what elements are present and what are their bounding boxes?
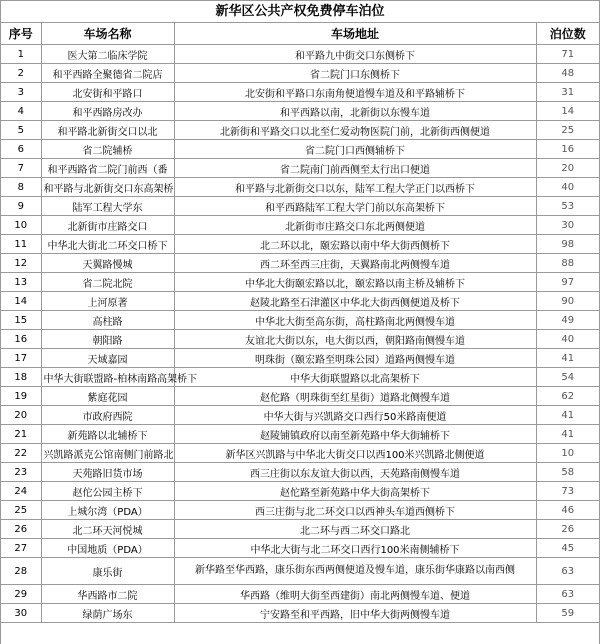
table-row [1,102,599,121]
row-number: 28 [1,558,41,585]
lot-address: 新华路至华西路，康乐街东西两侧便道及慢车道，康乐街华康路以南西侧 [174,558,536,585]
lot-address: 宁安路至和平西路，旧中华大街两侧慢车道 [174,604,536,623]
table-row [1,520,599,539]
lot-name: 北新街市庄路交口 [41,216,174,235]
row-number: 10 [1,216,41,235]
table-row [1,387,599,406]
row-number: 14 [1,292,41,311]
row-number: 2 [1,64,41,83]
lot-address: 华西路（维明大街至西建街）南北两侧慢车道、便道 [174,585,536,604]
table-row [1,140,599,159]
space-count: 41 [536,425,599,444]
lot-address: 中华大街联盟路以北高架桥下 [174,368,536,387]
lot-name: 上城尔湾（PDA） [41,501,174,520]
row-number: 24 [1,482,41,501]
lot-address: 西三庄街以东友谊大街以西，天苑路南侧慢车道 [174,463,536,482]
lot-name: 天苑路旧货市场 [41,463,174,482]
space-count: 71 [536,45,599,64]
lot-address: 中华北大街与北二环交口西行100米南侧辅桥下 [174,539,536,558]
row-number: 23 [1,463,41,482]
table-row [1,311,599,330]
lot-address: 中华北大街颐宏路以北，颐宏路以南主桥及辅桥下 [174,273,536,292]
table-row [1,83,599,102]
lot-name: 兴凯路派克公馆南侧门前路北 [41,444,174,463]
row-number: 11 [1,235,41,254]
lot-address: 省二院门口东侧桥下 [174,64,536,83]
lot-address: 和平西路以南，北新街以东慢车道 [174,102,536,121]
space-count: 97 [536,273,599,292]
lot-name: 康乐街 [41,558,174,585]
lot-address: 和平西路陆军工程大学门前以东高架桥下 [174,197,536,216]
table-row [1,121,599,140]
lot-name: 紫庭花园 [41,387,174,406]
table-row [1,216,599,235]
header-count: 泊位数 [536,23,599,45]
lot-name: 省二院辅桥 [41,140,174,159]
table-row [1,604,599,623]
row-number: 25 [1,501,41,520]
lot-address: 中华大街与兴凯路交口西行50米路南便道 [174,406,536,425]
lot-address: 和平路与北新街交口以东，陆军工程大学正门以西桥下 [174,178,536,197]
space-count: 73 [536,482,599,501]
lot-address: 西二环至西三庄街，天翼路南北两侧慢车道 [174,254,536,273]
lot-name: 中华北大街北二环交口桥下 [41,235,174,254]
table-row [1,235,599,254]
table-title: 新华区公共产权免费停车泊位 [1,0,599,23]
lot-address: 赵陵铺镇政府以南至新苑路中华大街辅桥下 [174,425,536,444]
table-row [1,254,599,273]
row-number: 6 [1,140,41,159]
space-count: 25 [536,121,599,140]
lot-name: 北安街和平路口 [41,83,174,102]
row-number: 16 [1,330,41,349]
lot-name: 赵佗公园主桥下 [41,482,174,501]
space-count: 45 [536,539,599,558]
row-number: 26 [1,520,41,539]
lot-name: 和平西路全聚德省二院店 [41,64,174,83]
table-row [1,292,599,311]
lot-name: 医大第二临床学院 [41,45,174,64]
table-row [1,178,599,197]
row-number: 4 [1,102,41,121]
table-row [1,368,599,387]
header-address: 车场地址 [174,23,536,45]
lot-address: 北安街和平路口东南角便道慢车道及和平路辅桥下 [174,83,536,102]
space-count: 63 [536,585,599,604]
row-number: 9 [1,197,41,216]
space-count: 30 [536,216,599,235]
row-number: 30 [1,604,41,623]
lot-name: 和平路北新街交口以北 [41,121,174,140]
row-number: 29 [1,585,41,604]
lot-name: 华西路市二院 [41,585,174,604]
table-row [1,482,599,501]
row-number: 12 [1,254,41,273]
lot-address: 北二环与西二环交口路北 [174,520,536,539]
lot-name: 天域嘉园 [41,349,174,368]
table-row [1,501,599,520]
space-count: 58 [536,463,599,482]
space-count: 48 [536,64,599,83]
table-row [1,64,599,83]
table-body [1,45,599,623]
space-count: 20 [536,159,599,178]
row-number: 13 [1,273,41,292]
lot-name: 和平路与北新街交口东高架桥 [41,178,174,197]
row-number: 27 [1,539,41,558]
lot-name: 市政府西院 [41,406,174,425]
space-count: 98 [536,235,599,254]
space-count: 46 [536,501,599,520]
space-count: 26 [536,520,599,539]
lot-address: 赵佗路（明珠街至红星街）道路北侧慢车道 [174,387,536,406]
lot-address: 省二院门口西侧辅桥下 [174,140,536,159]
table-row [1,585,599,604]
row-number: 1 [1,45,41,64]
row-number: 7 [1,159,41,178]
lot-address: 省二院南门前西侧至太行出口便道 [174,159,536,178]
lot-name: 新苑路以北辅桥下 [41,425,174,444]
lot-address: 北新街和平路交口以北至仁爱动物医院门前，北新街西侧便道 [174,121,536,140]
table-row [1,273,599,292]
space-count: 63 [536,558,599,585]
row-number: 20 [1,406,41,425]
space-count: 41 [536,406,599,425]
row-number: 17 [1,349,41,368]
space-count: 49 [536,311,599,330]
table-row [1,197,599,216]
table-row [1,349,599,368]
row-number: 3 [1,83,41,102]
row-number: 5 [1,121,41,140]
space-count: 31 [536,83,599,102]
header-name: 车场名称 [41,23,174,45]
lot-name: 绿荫广场东 [41,604,174,623]
space-count: 59 [536,604,599,623]
table-row [1,558,599,585]
table-row [1,159,599,178]
lot-address: 赵陵北路至石津灌区中华北大街西侧便道及桥下 [174,292,536,311]
lot-name: 省二院北院 [41,273,174,292]
space-count: 16 [536,140,599,159]
lot-name: 中华大街联盟路-柏林南路高架桥下 [41,368,174,387]
row-number: 18 [1,368,41,387]
space-count: 40 [536,178,599,197]
header-no: 序号 [1,23,41,45]
lot-name: 上河原著 [41,292,174,311]
table-row [1,444,599,463]
table-row [1,463,599,482]
row-number: 21 [1,425,41,444]
lot-address: 北二环以北，颐宏路以南中华大街西侧桥下 [174,235,536,254]
lot-name: 北二环天河悦城 [41,520,174,539]
lot-address: 北新街市庄路交口东北两侧便道 [174,216,536,235]
row-number: 19 [1,387,41,406]
lot-name: 中国地质（PDA） [41,539,174,558]
space-count: 14 [536,102,599,121]
space-count: 53 [536,197,599,216]
lot-address: 中华北大街至高东街，高柱路南北两侧慢车道 [174,311,536,330]
lot-address: 赵佗路至新苑路中华大街高架桥下 [174,482,536,501]
lot-address: 新华区兴凯路与中华北大街交口以西100米兴凯路北侧便道 [174,444,536,463]
space-count: 41 [536,349,599,368]
table-row [1,425,599,444]
header-row [1,23,599,45]
table-row [1,406,599,425]
space-count: 54 [536,368,599,387]
lot-name: 和平西路省二院门前西（番 [41,159,174,178]
parking-table [1,23,599,623]
lot-name: 天翼路慢城 [41,254,174,273]
lot-address: 西三庄街与北二环交口以西神头车道西侧桥下 [174,501,536,520]
lot-name: 高柱路 [41,311,174,330]
table-row [1,45,599,64]
space-count: 90 [536,292,599,311]
table-row [1,330,599,349]
row-number: 8 [1,178,41,197]
lot-address: 和平路九中街交口东侧桥下 [174,45,536,64]
lot-name: 朝阳路 [41,330,174,349]
space-count: 88 [536,254,599,273]
lot-address: 友谊北大街以东，电大街以西，朝阳路南侧慢车道 [174,330,536,349]
lot-name: 和平西路房改办 [41,102,174,121]
table-row [1,539,599,558]
row-number: 22 [1,444,41,463]
space-count: 10 [536,444,599,463]
row-number: 15 [1,311,41,330]
space-count: 40 [536,330,599,349]
lot-address: 明珠街（颐宏路至明珠公园）道路两侧慢车道 [174,349,536,368]
lot-name: 陆军工程大学东 [41,197,174,216]
space-count: 62 [536,387,599,406]
